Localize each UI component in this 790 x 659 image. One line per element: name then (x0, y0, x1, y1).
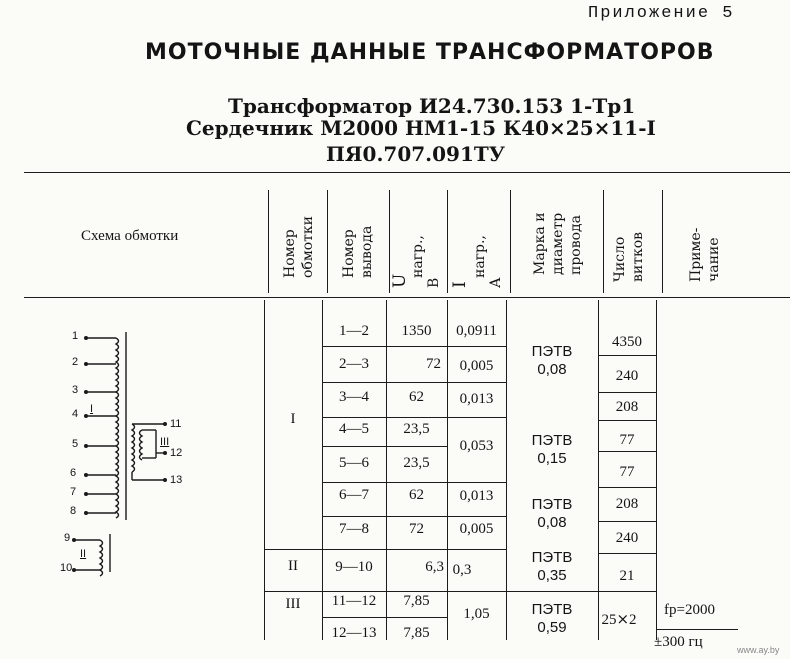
current-row-rule-4 (447, 482, 506, 483)
turns-value: 208 (615, 496, 639, 512)
voltage-value: 62 (409, 487, 424, 503)
header-note-1: Приме- (688, 227, 704, 282)
turns-row-rule-3 (598, 420, 656, 421)
note-tolerance: ±300 гц (654, 634, 703, 650)
col-divider-current (510, 190, 511, 293)
current-row-rule-3 (447, 417, 506, 418)
pin-label: 1 (72, 330, 79, 342)
body-divider-voltage (447, 300, 448, 640)
voltage-value: 23,5 (403, 455, 430, 471)
turns-value: 240 (615, 368, 639, 384)
note-row-rule (656, 629, 738, 630)
body-divider-turns (656, 300, 657, 640)
pin-label: 10 (60, 562, 73, 574)
current-value: 0,013 (459, 488, 494, 504)
turns-row-rule-7 (598, 553, 656, 554)
pin-label: 12 (170, 447, 183, 459)
lead-row-rule-7 (322, 617, 447, 618)
voltage-value: 62 (409, 389, 424, 405)
current-value: 1,05 (463, 606, 490, 622)
col-divider-winding (327, 190, 328, 293)
lead-number: 12—13 (331, 625, 377, 641)
primary-winding-coil (116, 338, 119, 518)
winding-mark: III (160, 436, 170, 448)
wire-name: ПЭТВ (531, 549, 573, 566)
turns-value: 208 (615, 399, 639, 415)
winding-number: I (290, 411, 296, 427)
current-value: 0,005 (459, 521, 494, 537)
voltage-value: 1350 (401, 323, 432, 339)
wire-spec (506, 343, 598, 379)
col-divider-wire (603, 190, 604, 293)
voltage-value: 23,5 (403, 421, 430, 437)
primary-leads (86, 338, 116, 513)
pin-label: 7 (70, 486, 77, 498)
current-row-rule-1 (447, 346, 506, 347)
standard-ref: ПЯ0.707.091ТУ (326, 142, 505, 166)
header-lead-no-2: вывода (359, 225, 375, 278)
pin-label: 6 (70, 467, 77, 479)
current-row-rule-5 (447, 516, 506, 517)
lead-number: 2—3 (339, 356, 369, 372)
wire-spec (506, 432, 598, 468)
voltage-value: 6,3 (425, 559, 444, 575)
header-wire-3: провода (568, 215, 584, 275)
wire-diameter: 0,08 (537, 514, 567, 531)
header-scheme: Схема обмотки (81, 228, 179, 244)
turns-row-rule-6 (598, 521, 656, 522)
header-wire-1: Марка и (532, 212, 548, 275)
wire-name: ПЭТВ (531, 496, 573, 513)
pin-label: 5 (72, 438, 79, 450)
header-turns-2: витков (630, 231, 646, 282)
voltage-value: 72 (409, 521, 424, 537)
lead-row-rule-1 (322, 346, 447, 347)
winding-mark: I (90, 403, 94, 415)
winding-schematic (60, 320, 260, 590)
header-voltage-unit: В (426, 277, 442, 288)
header-turns-1: Число (612, 236, 628, 282)
table-top-rule (24, 172, 790, 173)
current-value: 0,3 (452, 562, 472, 578)
lead-number: 11—12 (331, 593, 377, 609)
wire-name: ПЭТВ (531, 343, 573, 360)
terminal-dots (72, 336, 170, 572)
col-divider-turns (662, 190, 663, 293)
watermark: www.ay.by (737, 645, 780, 655)
winding-number: II (288, 558, 298, 574)
note-frequency: fр=2000 (664, 602, 715, 618)
current-value: 0,0911 (456, 323, 497, 339)
pin-label: 8 (70, 505, 77, 517)
lead-row-rule-5 (322, 482, 447, 483)
current-value: 0,005 (459, 358, 494, 374)
header-voltage-symbol: U (390, 273, 410, 288)
turns-value: 77 (619, 432, 635, 448)
pin-label: 11 (170, 418, 182, 430)
page-title: МОТОЧНЫЕ ДАННЫЕ ТРАНСФОРМАТОРОВ (145, 40, 715, 65)
current-value: 0,053 (459, 438, 494, 454)
header-current-unit: А (488, 277, 504, 288)
header-current-load: нагр., (472, 235, 488, 278)
pin-label: 9 (64, 532, 71, 544)
body-divider-scheme (264, 300, 265, 640)
header-note-2: чание (706, 237, 722, 282)
current-row-rule-2 (447, 382, 506, 383)
lead-row-rule-2 (322, 382, 447, 383)
col-divider-voltage (447, 190, 448, 293)
lead-number: 4—5 (339, 421, 369, 437)
pin-label: 3 (72, 384, 79, 396)
pin-label: 13 (170, 474, 183, 486)
wire-diameter: 0,59 (537, 619, 567, 636)
lead-number: 7—8 (339, 521, 369, 537)
tertiary-winding (132, 424, 165, 480)
turns-row-rule-1 (598, 355, 656, 356)
wire-name: ПЭТВ (531, 432, 573, 449)
lead-row-rule-4 (322, 446, 447, 447)
pin-label: 2 (72, 356, 79, 368)
turns-row-rule-4 (598, 451, 656, 452)
winding-number: III (285, 596, 301, 612)
lead-number: 9—10 (335, 559, 373, 575)
transformer-name: Трансформатор И24.730.153 1-Тр1 (228, 94, 636, 118)
turns-row-rule-2 (598, 392, 656, 393)
pin-label: 4 (72, 408, 79, 420)
wire-diameter: 0,35 (537, 567, 567, 584)
header-bottom-rule (24, 297, 790, 298)
core-spec: Сердечник М2000 НМ1-15 К40⨯25⨯11-I (186, 116, 656, 140)
wire-diameter: 0,15 (537, 450, 567, 467)
wire-spec (506, 601, 598, 637)
voltage-value: 7,85 (403, 625, 430, 641)
header-winding-no-1: Номер (282, 229, 298, 278)
voltage-value: 72 (426, 356, 441, 372)
turns-row-rule-5 (598, 487, 656, 488)
winding-mark: II (80, 548, 87, 560)
voltage-value: 7,85 (403, 593, 430, 609)
lead-row-rule-3 (322, 417, 447, 418)
wire-spec (506, 549, 598, 585)
current-row-rule-6 (447, 549, 506, 550)
lead-number: 1—2 (339, 323, 369, 339)
lead-number: 3—4 (339, 389, 369, 405)
current-value: 0,013 (459, 391, 494, 407)
lead-number: 6—7 (339, 487, 369, 503)
turns-value: 21 (619, 568, 635, 584)
winding-rule-2-3 (264, 591, 656, 592)
header-wire-2: диаметр (550, 212, 566, 275)
turns-value: 77 (619, 464, 635, 480)
lead-number: 5—6 (339, 455, 369, 471)
wire-name: ПЭТВ (531, 601, 573, 618)
winding-rule-1-2 (264, 549, 447, 550)
lead-row-rule-6 (322, 516, 447, 517)
header-lead-no-1: Номер (341, 229, 357, 278)
header-winding-no-2: обмотки (300, 215, 316, 278)
header-current-symbol: I (450, 281, 470, 288)
col-divider-scheme (268, 190, 269, 293)
turns-value: 25⨯2 (601, 612, 637, 628)
wire-diameter: 0,08 (537, 361, 567, 378)
wire-spec (506, 496, 598, 532)
header-voltage-load: нагр., (410, 235, 426, 278)
turns-value: 4350 (612, 334, 642, 350)
appendix-label: Приложение 5 (588, 4, 735, 23)
turns-value: 240 (615, 530, 639, 546)
